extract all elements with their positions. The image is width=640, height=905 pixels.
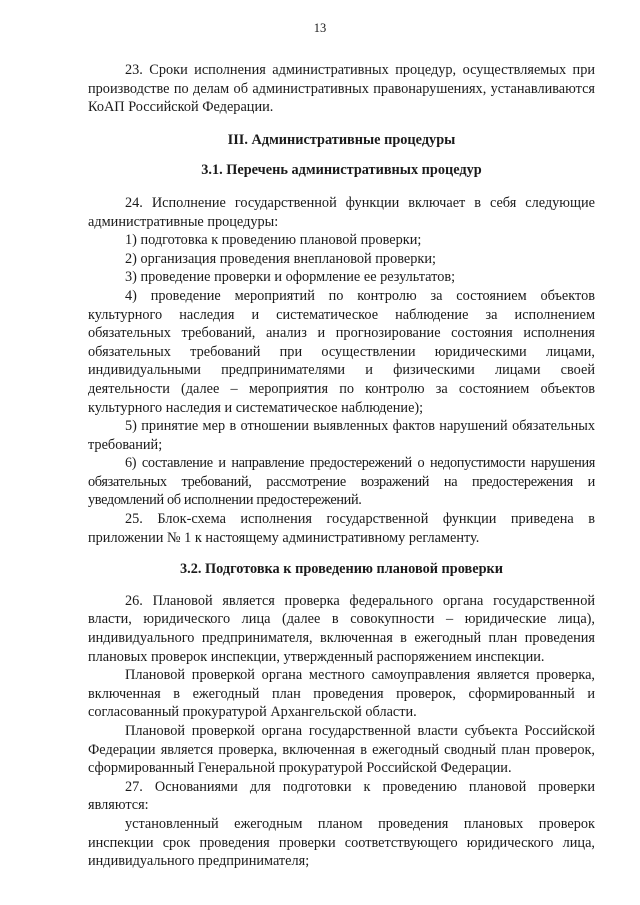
list-item: 2) организация проведения внеплановой проверки;: [125, 250, 436, 267]
paragraph-25: 25. Блок-схема исполнения государственной функции приведена в приложении № 1 к настоящему административному регламенту.: [88, 511, 595, 546]
paragraph-23: 23. Сроки исполнения административных процедур, осуществляемых при производстве по делам об административных правонарушениях, устанавливаются КоАП Российской Федерации.: [88, 62, 595, 116]
list-item: 5) принятие мер в отношении выявленных фактов нарушений обязательных требований;: [88, 418, 595, 453]
list-item: 4) проведение мероприятий по контролю за состоянием объектов культурного наследия и систематическое наблюдение за исполнением обязательных требований, анализ и прогнозирование состояния исполнения обязательных требований при осуществлении юридическими лицами, индивидуальными предпринимателями и физическими лицами своей деятельности (далее – мероприятия по контролю за состоянием объектов культурного наследия и систематическое наблюдение);: [88, 287, 595, 416]
paragraph-27-item: установленный ежегодным планом проведения плановых проверок инспекции срок проведения проверки соответствующего юридического лица, индивидуального предпринимателя;: [88, 815, 595, 870]
list-item: 3) проведение проверки и оформление ее результатов;: [125, 269, 456, 286]
section-title: III. Административные процедуры: [227, 131, 456, 148]
paragraph-26-regional: Плановой проверкой органа государственной власти субъекта Российской Федерации является проверка, включенная в ежегодный сводный план проверок, сформированный Генеральной прокуратурой Российской Федерации.: [88, 723, 595, 777]
paragraph-26: 26. Плановой является проверка федерального органа государственной власти, юридического лица (далее в совокупности – юридические лица), индивидуального предпринимателя, включенная в ежегодный план проведения плановых проверок инспекции, утвержденный распоряжением инспекции.: [88, 592, 595, 665]
list-item: 6) составление и направление предостережений о недопустимости нарушения обязательных требований, рассмотрение возражений на предостережения и уведомлений об исполнении предостережений.: [88, 455, 595, 509]
subsection-3-2-title: 3.2. Подготовка к проведению плановой проверки: [179, 561, 503, 578]
list-item: 1) подготовка к проведению плановой проверки;: [125, 232, 422, 249]
paragraph-24-intro: 24. Исполнение государственной функции включает в себя следующие административные процедуры:: [88, 194, 595, 230]
paragraph-26-municipal: Плановой проверкой органа местного самоуправления является проверка, включенная в ежегодный план проведения проверок, сформированный и согласованный прокуратурой Архангельской области.: [88, 667, 595, 721]
document-body: [88, 61, 595, 871]
page-number: 13: [313, 21, 327, 35]
subsection-3-1-title: 3.1. Перечень административных процедур: [201, 162, 482, 179]
paragraph-27-intro: 27. Основаниями для подготовки к проведению плановой проверки являются:: [88, 778, 595, 814]
